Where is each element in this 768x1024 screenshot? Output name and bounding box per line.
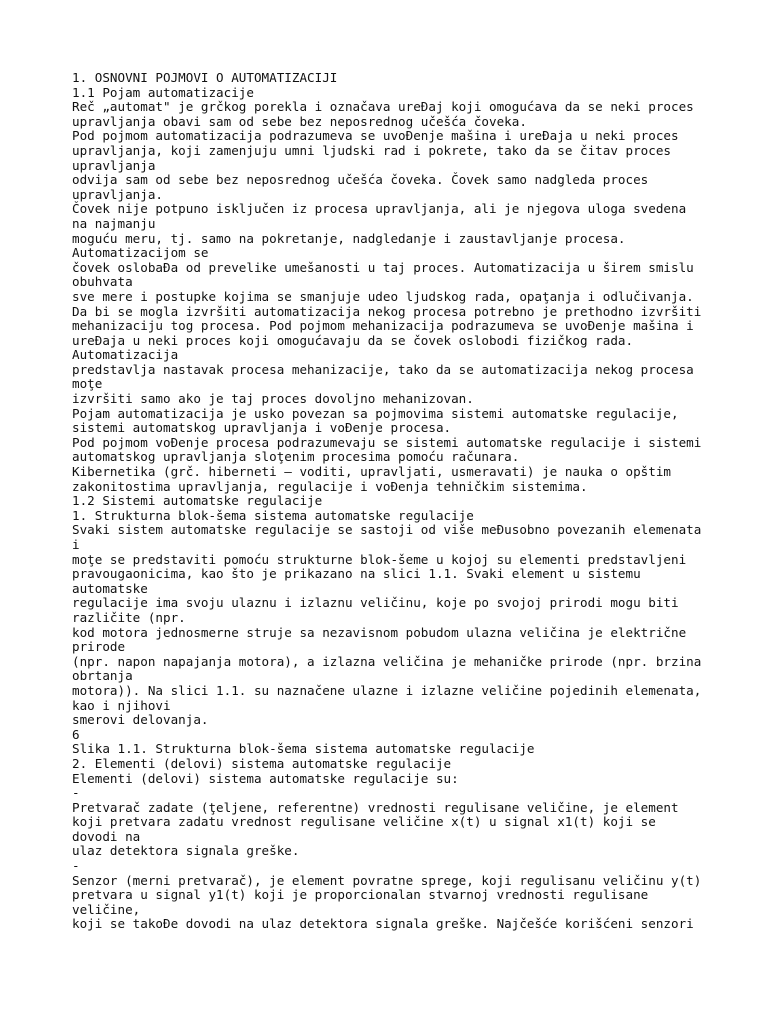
text-line: ureĐaja u neki proces koji omogućavaju da se čovek oslobodi fizičkog rada. — [72, 332, 634, 348]
text-line: Automatizacijom se — [72, 245, 209, 261]
text-line: prirode — [72, 639, 126, 655]
text-line: 1. OSNOVNI POJMOVI O AUTOMATIZACIJI — [72, 70, 338, 85]
text-line: kao i njihovi — [72, 697, 171, 713]
text-line: obuhvata — [72, 274, 133, 290]
text-line: odvija sam od sebe bez neposrednog učešća čoveka. Čovek samo nadgleda proces — [72, 172, 649, 188]
text-line: Elementi (delovi) sistema automatske regulacije su: — [72, 770, 459, 786]
text-line: 1.2 Sistemi automatske regulacije — [72, 493, 323, 509]
text-line: 6 — [72, 726, 80, 742]
text-line: Pretvarač zadate (ţeljene, referentne) vrednosti regulisane veličine, je element — [72, 799, 679, 815]
text-line: upravljanja, koji zamenjuju umni ljudski rad i pokrete, tako da se čitav proces — [72, 142, 671, 158]
text-line: na najmanju — [72, 215, 156, 231]
text-line: upravljanja. — [72, 186, 163, 202]
text-line: kod motora jednosmerne struje sa nezavisnom pobudom ulazna veličina je električne — [72, 624, 687, 640]
text-line: automatske — [72, 580, 148, 596]
text-line: pretvara u signal y1(t) koji je proporcionalan stvarnoj vrednosti regulisane — [72, 887, 649, 903]
text-line: Pojam automatizacija je usko povezan sa pojmovima sistemi automatske regulacije, — [72, 405, 679, 421]
text-line: automatskog upravljanja sloţenim procesima pomoću računara. — [72, 449, 520, 465]
text-line: Kibernetika (grč. hiberneti – voditi, upravljati, usmeravati) je nauka o opštim — [72, 464, 671, 480]
text-line: Automatizacija — [72, 347, 179, 363]
text-line: različite (npr. — [72, 609, 186, 625]
text-line: sve mere i postupke kojima se smanjuje udeo ljudskog rada, opaţanja i odlučivanja. — [72, 288, 694, 304]
text-line: Pod pojmom automatizacija podrazumeva se uvoĐenje mašina i ureĐaja u neki proces — [72, 128, 679, 144]
text-line: sistemi automatskog upravljanja i voĐenje procesa. — [72, 420, 452, 436]
text-line: čovek oslobaĐa od prevelike umešanosti u taj proces. Automatizacija u širem smislu — [72, 259, 694, 275]
text-line: veličine, — [72, 901, 141, 917]
text-line: pravougaonicima, kao što je prikazano na slici 1.1. Svaki element u sistemu — [72, 566, 641, 582]
text-line: moţe se predstaviti pomoću strukturne blok-šeme u kojoj su elementi predstavljeni — [72, 551, 687, 567]
text-line: Senzor (merni pretvarač), je element povratne sprege, koji regulisanu veličinu y(t) — [72, 872, 702, 888]
text-line: Reč „automat" je grčkog porekla i označava ureĐaj koji omogućava da se neki proces — [72, 99, 694, 115]
text-line: ulaz detektora signala greške. — [72, 843, 300, 859]
text-line: Da bi se mogla izvršiti automatizacija nekog procesa potrebno je prethodno izvršiti — [72, 303, 702, 319]
text-line: 2. Elementi (delovi) sistema automatske regulacije — [72, 755, 452, 771]
text-line: - — [72, 858, 80, 874]
text-line: moguću meru, tj. samo na pokretanje, nadgledanje i zaustavljanje procesa. — [72, 230, 626, 246]
text-line: - — [72, 785, 80, 801]
text-line: koji pretvara zadatu vrednost regulisane veličine x(t) u signal x1(t) koji se — [72, 814, 656, 830]
text-line: mehanizaciju tog procesa. Pod pojmom mehanizacija podrazumeva se uvoĐenje mašina i — [72, 318, 694, 334]
text-line: smerovi delovanja. — [72, 712, 209, 728]
text-line: i — [72, 537, 80, 552]
text-line: dovodi na — [72, 828, 141, 844]
text-line: koji se takoĐe dovodi na ulaz detektora signala greške. Najčešće korišćeni senzori — [72, 916, 694, 932]
text-line: zakonitostima upravljanja, regulacije i voĐenja tehničkim sistemima. — [72, 478, 588, 494]
document-text — [72, 71, 712, 932]
text-line: upravljanja obavi sam od sebe bez neposrednog učešća čoveka. — [72, 113, 527, 129]
text-line: predstavlja nastavak procesa mehanizacije, tako da se automatizacija nekog procesa — [72, 361, 694, 377]
text-line: obrtanja — [72, 668, 133, 684]
text-line: 1. Strukturna blok-šema sistema automatske regulacije — [72, 507, 474, 523]
text-line: upravljanja — [72, 157, 156, 173]
text-line: Čovek nije potpuno isključen iz procesa upravljanja, ali je njegova uloga svedena — [72, 201, 687, 217]
text-line: 1.1 Pojam automatizacije — [72, 84, 254, 100]
text-line: regulacije ima svoju ulaznu i izlaznu veličinu, koje po svojoj prirodi mogu biti — [72, 595, 679, 611]
text-line: moţe — [72, 376, 103, 392]
text-line: motora)). Na slici 1.1. su naznačene ulazne i izlazne veličine pojedinih elemenata, — [72, 682, 702, 698]
text-line: Svaki sistem automatske regulacije se sastoji od više meĐusobno povezanih elemenata — [72, 522, 702, 538]
text-line: Pod pojmom voĐenje procesa podrazumevaju se sistemi automatske regulacije i sistemi — [72, 434, 702, 450]
text-line: Slika 1.1. Strukturna blok-šema sistema automatske regulacije — [72, 741, 535, 757]
text-line: (npr. napon napajanja motora), a izlazna veličina je mehaničke prirode (npr. brzina — [72, 653, 702, 669]
text-line: izvršiti samo ako je taj proces dovoljno mehanizovan. — [72, 391, 474, 407]
